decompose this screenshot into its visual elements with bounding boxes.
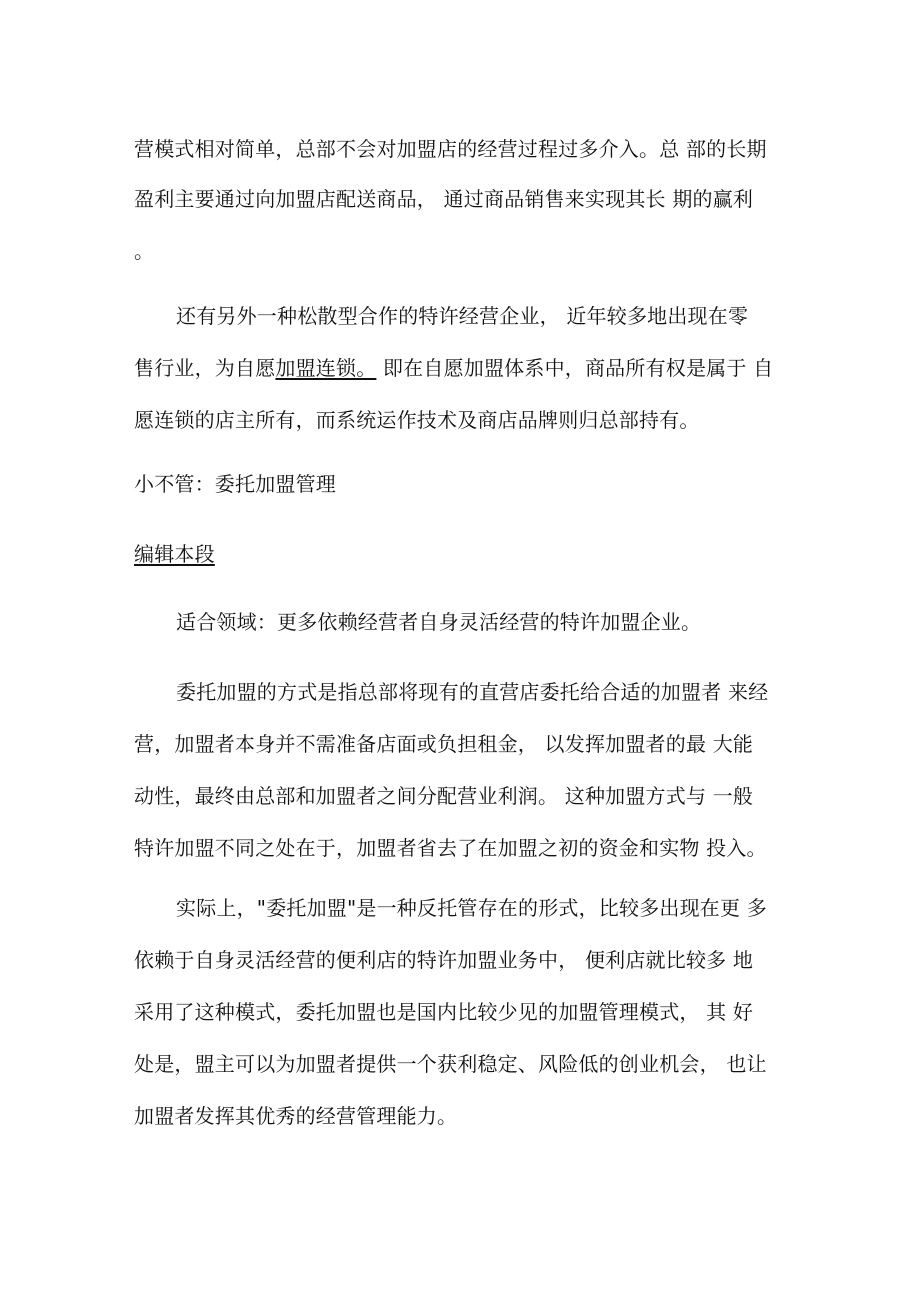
text-line: 加盟者发挥其优秀的经营管理能力。 <box>134 1104 458 1128</box>
text-line: 愿连锁的店主所有，而系统运作技术及商店品牌则归总部持有。 <box>134 408 700 432</box>
section-title: 小不管：委托加盟管理 <box>134 472 336 496</box>
edit-section <box>134 538 784 570</box>
text-line: 还有另外一种松散型合作的特许经营企业， 近年较多地出现在零 <box>176 304 749 328</box>
text-line: 实际上，"委托加盟"是一种反托管存在的形式，比较多出现在更 多 <box>176 896 767 920</box>
paragraph-voluntary-chain <box>134 300 784 436</box>
text-segment: 即在自愿加盟体系中，商品所有权是属于 自 <box>376 356 774 380</box>
text-line <box>134 352 784 384</box>
text-line: 营模式相对简单，总部不会对加盟店的经营过程过多介入。总 部的长期 <box>134 137 767 161</box>
text-line: 动性，最终由总部和加盟者之间分配营业利润。 这种加盟方式与 一般 <box>134 784 754 808</box>
paragraph-applicable-field <box>134 606 784 638</box>
text-line: 特许加盟不同之处在于，加盟者省去了在加盟之初的资金和实物 投入。 <box>134 836 767 860</box>
paragraph-franchise-profit <box>134 133 784 267</box>
edit-section-link[interactable]: 编辑本段 <box>134 542 215 566</box>
paragraph-in-practice <box>134 892 784 1132</box>
paragraph-entrusted-franchise <box>134 676 784 864</box>
text-line: 委托加盟的方式是指总部将现有的直营店委托给合适的加盟者 来经 <box>176 680 769 704</box>
text-line: 营，加盟者本身并不需准备店面或负担租金， 以发挥加盟者的最 大能 <box>134 732 754 756</box>
text-line: 采用了这种模式，委托加盟也是国内比较少见的加盟管理模式， 其 好 <box>134 1000 754 1024</box>
section-heading <box>134 468 784 500</box>
text-line: 依赖于自身灵活经营的便利店的特许加盟业务中， 便利店就比较多 地 <box>134 948 754 972</box>
text-line: 处是，盟主可以为加盟者提供一个获利稳定、风险低的创业机会， 也让 <box>134 1052 767 1076</box>
text-line: 适合领域：更多依赖经营者自身灵活经营的特许加盟企业。 <box>176 610 702 634</box>
text-line: 盈利主要通过向加盟店配送商品， 通过商品销售来实现其长 期的赢利 <box>134 187 754 211</box>
text-segment: 售行业，为自愿 <box>134 356 276 380</box>
voluntary-chain-link[interactable]: 加盟连锁。 <box>275 356 377 380</box>
text-line: 。 <box>134 239 155 263</box>
